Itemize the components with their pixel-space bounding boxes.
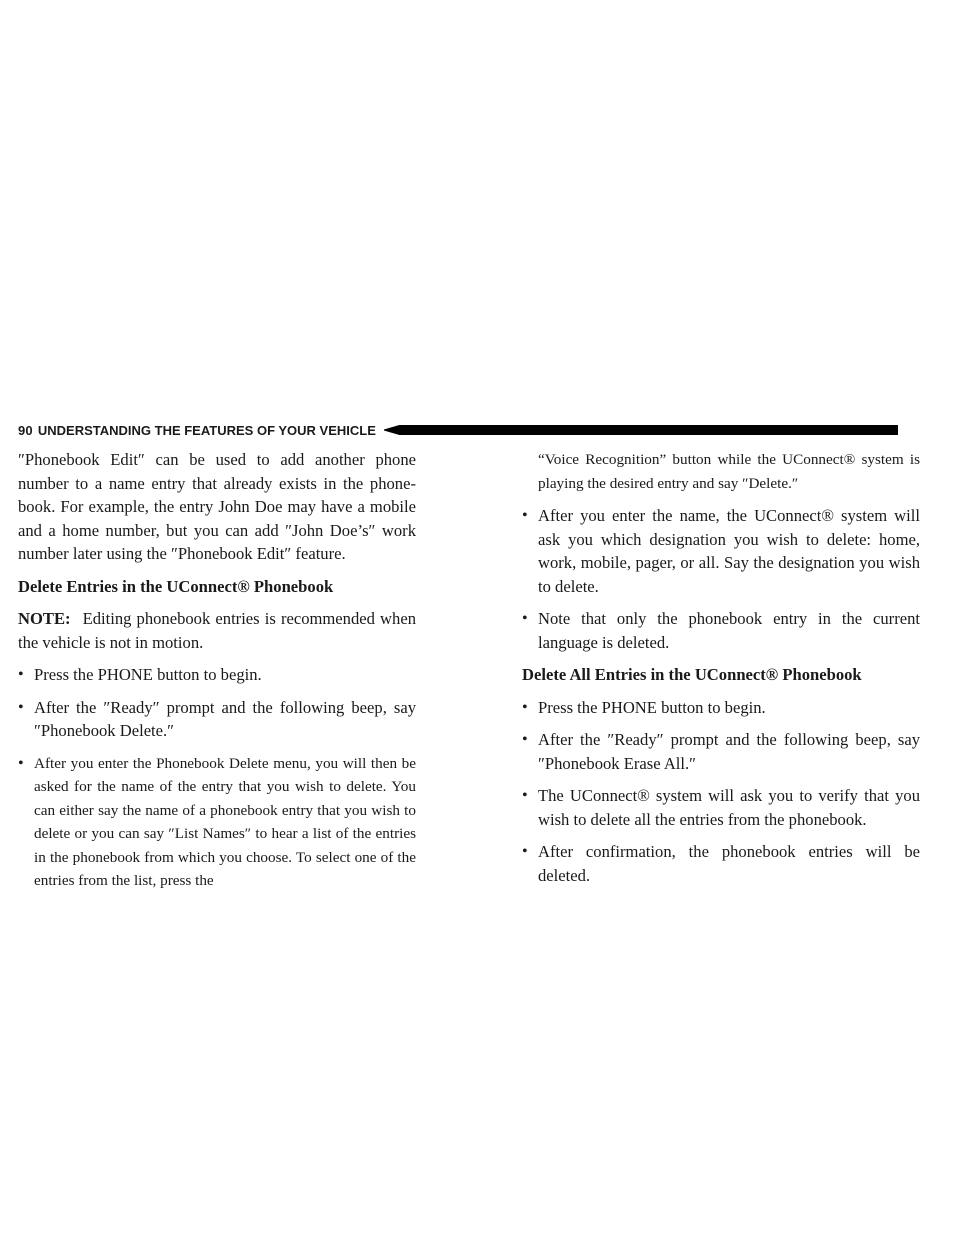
list-item	[522, 728, 920, 775]
note-text: Editing phonebook entries is recommended when the vehicle is not in motion.	[18, 609, 416, 652]
intro-paragraph: ″Phonebook Edit″ can be used to add another phone number to a name entry that already exists in the phone-book. For example, the entry John Doe may have a mobile and a home number, but you can add ″John Doe’s″ work number later using the ″Phonebook Edit″ feature.	[18, 450, 416, 563]
header-rule	[384, 425, 898, 435]
bullet-text: After you enter the Phonebook Delete menu, you will then be asked for the name of the entry that you wish to delete. You can either say the name of a phonebook entry that you wish to delete or you can say ″List Names″ to hear a list of the entries in the phonebook from which you choose. To select one of the entries from the list, press the	[34, 754, 416, 889]
section-title: UNDERSTANDING THE FEATURES OF YOUR VEHICLE	[37, 422, 376, 438]
bullet-text: After confirmation, the phonebook entries will be deleted.	[538, 842, 920, 885]
right-column	[522, 448, 920, 896]
bullet-icon: •	[522, 843, 528, 860]
list-item	[522, 784, 920, 831]
continuation-text: “Voice Recognition” button while the UConnect® system is playing the desired entry and say ″Delete.″	[538, 451, 920, 492]
bullet-text: After you enter the name, the UConnect® system will ask you which designation you wish to delete: home, work, mobile, pager, or all. Say the designation you wish to delete.	[538, 506, 920, 596]
bullet-icon: •	[18, 698, 24, 716]
bullet-icon: •	[522, 610, 528, 627]
bullet-icon: •	[522, 731, 528, 748]
bullet-icon: •	[18, 666, 24, 683]
bullet-text: Press the PHONE button to begin.	[538, 697, 766, 717]
bullet-text: The UConnect® system will ask you to verify that you wish to delete all the entries from the phonebook.	[538, 786, 920, 829]
list-item	[522, 607, 920, 654]
bullet-icon: •	[522, 698, 528, 716]
bullet-icon: •	[18, 754, 24, 772]
list-item	[18, 696, 416, 743]
bullet-icon: •	[522, 787, 528, 804]
note-label: NOTE:	[18, 609, 71, 628]
list-item	[18, 663, 416, 687]
bullet-text: Press the PHONE button to begin.	[34, 665, 262, 684]
left-column	[18, 448, 416, 902]
bullet-text: After the ″Ready″ prompt and the following beep, say ″Phonebook Delete.″	[34, 697, 416, 740]
bullet-icon: •	[522, 507, 528, 524]
list-item	[522, 696, 920, 720]
section-heading-delete-all-entries: Delete All Entries in the UConnect® Phonebook	[522, 665, 862, 684]
list-item	[522, 504, 920, 598]
bullet-text: After the ″Ready″ prompt and the following beep, say ″Phonebook Erase All.″	[538, 730, 920, 773]
page-header	[18, 421, 898, 439]
list-item	[522, 840, 920, 887]
bullet-text: Note that only the phonebook entry in the current language is deleted.	[538, 609, 920, 652]
page-number: 90	[18, 422, 33, 438]
section-heading-delete-entries: Delete Entries in the UConnect® Phonebook	[18, 576, 334, 596]
note-paragraph	[18, 607, 416, 654]
list-item	[18, 752, 416, 893]
